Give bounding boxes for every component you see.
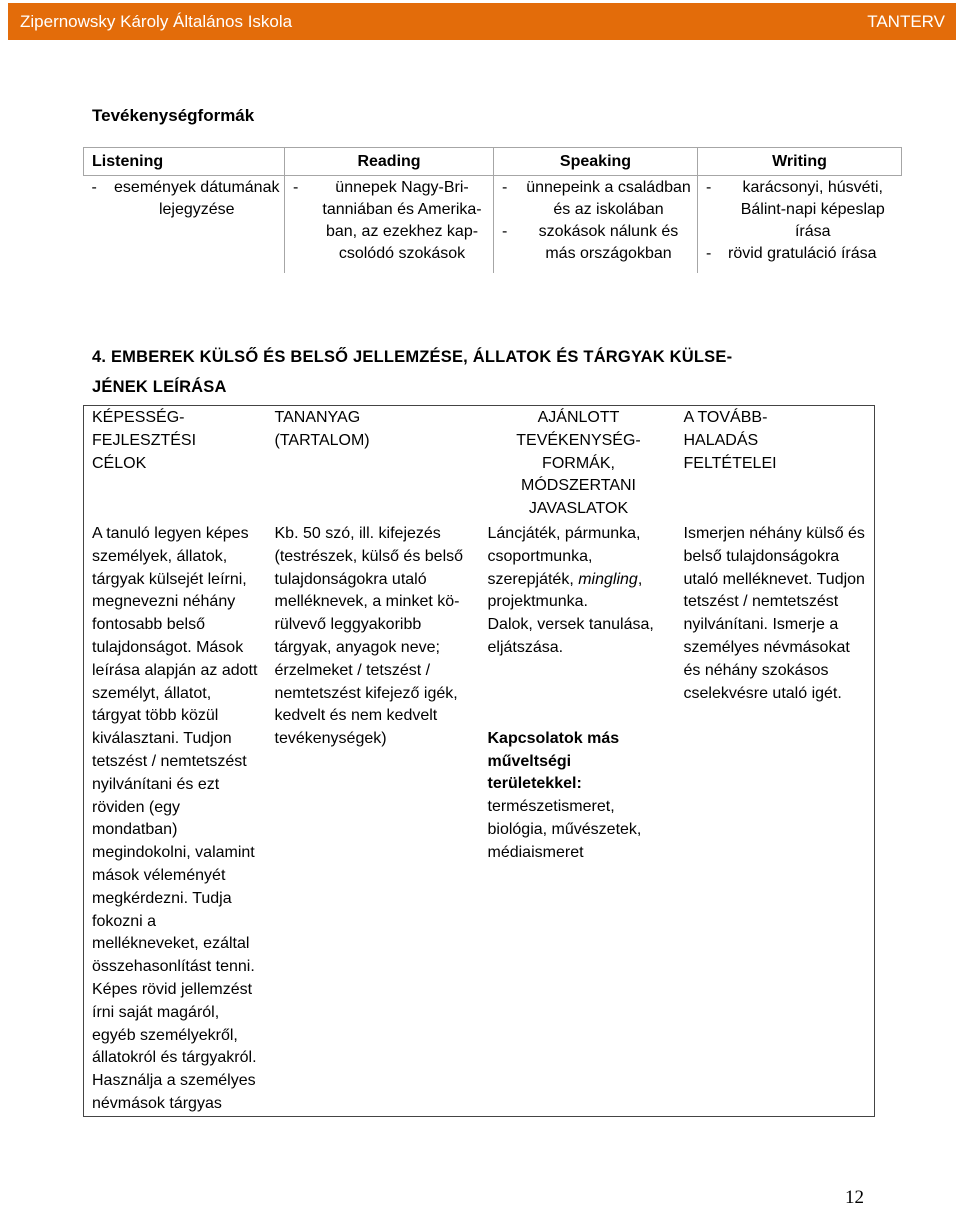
curriculum-table <box>83 405 875 1117</box>
header-speaking: Speaking <box>494 148 698 176</box>
section-heading: Tevékenységformák <box>92 106 255 125</box>
activity-table-row <box>84 176 902 274</box>
progress-cell: Ismerjen néhány külső és belső tulajdonságokra utaló melléknevet. Tudjon tetszést / nemtetszést nyilvánítani. Ismerje a személyes névmásokat és néhány szokásos cselekvésre utaló igét. <box>683 525 865 702</box>
list-item: - szokások nálunk és más országokban <box>502 223 679 262</box>
header-activities: AJÁNLOTT TEVÉKENYSÉG- FORMÁK, MÓDSZERTANI JAVASLATOK <box>516 409 641 518</box>
list-item: - rövid gratuláció írása <box>706 245 877 262</box>
goals-cell: A tanuló legyen képes személyek, állatok, tárgyak külsejét leírni, megnevezni néhány fontosabb belső tulajdonságot. Mások leírása alapján az adott személyt, állatot, tárgyat több közül kiválasztani. Tudjon tetszést / nemtetszést nyilvánítani és ezt röviden (egy mondatban) megindokolni, valamint mások véleményét megkérdezni. Tudja fokozni a mellékneveket, ezáltal összehasonlítást tenni. Képes rövid jellemzést írni saját magáról, egyéb személyekről, állatokról és tárgyakról. Használja a személyes névmások tárgyas <box>92 525 258 1112</box>
curriculum-body-row <box>84 523 875 1116</box>
activity-table-header-row <box>84 148 902 176</box>
listening-cell <box>84 176 285 274</box>
activities-methods: Láncjáték, pármunka, csoportmunka, szerepjáték, mingling, projektmunka. <box>487 525 643 611</box>
header-reading: Reading <box>285 148 494 176</box>
reading-cell <box>285 176 494 274</box>
chapter-title: 4. EMBEREK KÜLSŐ ÉS BELSŐ JELLEMZÉSE, ÁLLATOK ÉS TÁRGYAK KÜLSE-JÉNEK LEÍRÁSA <box>92 348 733 396</box>
school-name: Zipernowsky Károly Általános Iskola <box>20 11 293 31</box>
links-text: természetismeret, biológia, művészetek, médiaismeret <box>487 798 642 861</box>
header-writing: Writing <box>698 148 902 176</box>
page-number: 12 <box>845 1187 864 1208</box>
list-item: - ünnepeink a családban és az iskolában <box>502 179 691 218</box>
list-item: - karácsonyi, húsvéti, Bálint-napi képeslap írása <box>706 179 885 240</box>
curriculum-header-row <box>84 406 875 524</box>
header-listening: Listening <box>84 148 285 176</box>
links-heading: Kapcsolatok más műveltségi területekkel: <box>487 729 620 793</box>
document-type: TANTERV <box>867 11 945 31</box>
header-goals: KÉPESSÉG- FEJLESZTÉSI CÉLOK <box>92 409 197 472</box>
activity-forms-table <box>83 147 902 273</box>
activities-songs: Dalok, versek tanulása, eljátszása. <box>487 616 654 656</box>
content-cell: Kb. 50 szó, ill. kifejezés (testrészek, külső és belső tulajdonságokra utaló melléknevek, a minket kö-rülvevő leggyakoribb tárgyak, anyagok neve; érzelmeket / tetszést / nemtetszést kifejező igék, kedvelt és nem kedvelt tevékenységek) <box>274 525 464 748</box>
speaking-cell <box>494 176 698 274</box>
list-item: - ünnepek Nagy-Bri- tanniában és Amerika- ban, az ezekhez kap- csolódó szokások <box>293 179 482 262</box>
header-content: TANANYAG (TARTALOM) <box>274 409 370 449</box>
header-bar <box>8 3 956 40</box>
header-progress: A TOVÁBB- HALADÁS FELTÉTELEI <box>683 409 777 472</box>
activities-cell <box>480 523 676 1116</box>
writing-cell <box>698 176 902 274</box>
list-item: - események dátumának lejegyzése <box>91 179 280 218</box>
